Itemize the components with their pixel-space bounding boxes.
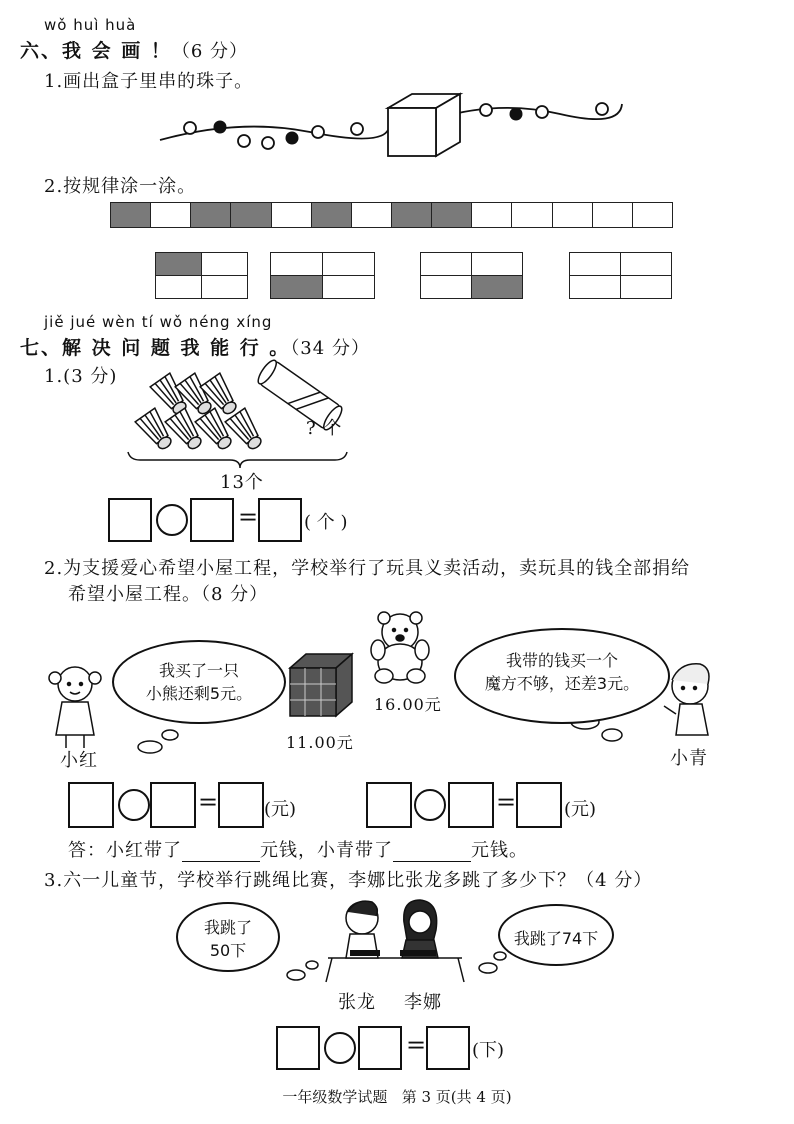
p2-left-unit: (元)	[264, 799, 297, 820]
cube-price: 11.00元	[286, 733, 354, 752]
section6-title: 六、我 会 画 ！	[20, 40, 172, 62]
problem-1-label: 1.(3 分)	[44, 366, 118, 387]
name-lina: 李娜	[404, 992, 442, 1013]
p2-left-equals: =	[198, 788, 219, 816]
bubble-xiaoqing-line1: 我带的钱买一个	[505, 651, 618, 670]
problem-3-question: 3.六一儿童节，学校举行跳绳比赛，李娜比张龙多跳了多少下？（4 分）	[44, 870, 653, 891]
section7-score: （34 分）	[290, 338, 370, 359]
p1-equals-sign: =	[238, 503, 259, 531]
bubble-xiaohong-line2: 小熊还剩5元。	[145, 684, 253, 703]
p3-answer-box-2[interactable]	[358, 1026, 402, 1070]
bubble-zhanglong-line1: 我跳了	[203, 918, 252, 937]
problem-2-line2: 希望小屋工程。（8 分）	[68, 584, 269, 605]
section7-pinyin: jiě jué wèn tí wǒ néng xíng	[44, 313, 273, 331]
bubble-lina-text: 我跳了74下	[513, 929, 599, 948]
p2-right-equals: =	[496, 788, 517, 816]
name-xiaoqing: 小青	[670, 748, 708, 769]
page-footer: 一年级数学试题 第 3 页(共 4 页)	[282, 1088, 512, 1106]
section6-pinyin: wǒ huì huà	[44, 16, 137, 34]
p1-unit: ( 个 )	[304, 512, 348, 533]
question-6-1: 1.画出盒子里串的珠子。	[44, 71, 254, 92]
p3-answer-box-1[interactable]	[276, 1026, 320, 1070]
answer-mid: 元钱，小青带了	[260, 840, 393, 861]
name-xiaohong: 小红	[60, 750, 98, 771]
bear-price: 16.00元	[374, 695, 442, 714]
question-6-2: 2.按规律涂一涂。	[44, 176, 197, 197]
p2-right-unit: (元)	[564, 799, 597, 820]
bubble-xiaohong-line1: 我买了一只	[158, 661, 239, 680]
p3-result-box[interactable]	[426, 1026, 470, 1070]
p3-equals-sign: =	[406, 1031, 427, 1059]
name-zhanglong: 张龙	[338, 992, 376, 1013]
bubble-zhanglong-line2: 50下	[209, 941, 247, 960]
tube-question: ? 个	[306, 418, 343, 439]
total-label: 13个	[220, 472, 264, 493]
section6-score: （6 分）	[171, 41, 249, 62]
answer-suffix: 元钱。	[471, 840, 528, 861]
p3-operator-circle[interactable]	[324, 1032, 356, 1064]
bubble-xiaoqing-line2: 魔方不够，还差3元。	[484, 674, 640, 693]
section7-title: 七、解 决 问 题 我 能 行 。	[20, 337, 291, 359]
answer-prefix: 答：小红带了	[68, 840, 182, 861]
problem-2-line1: 2.为支援爱心希望小屋工程，学校举行了玩具义卖活动，卖玩具的钱全部捐给	[44, 558, 691, 579]
p3-unit: (下)	[472, 1040, 505, 1061]
